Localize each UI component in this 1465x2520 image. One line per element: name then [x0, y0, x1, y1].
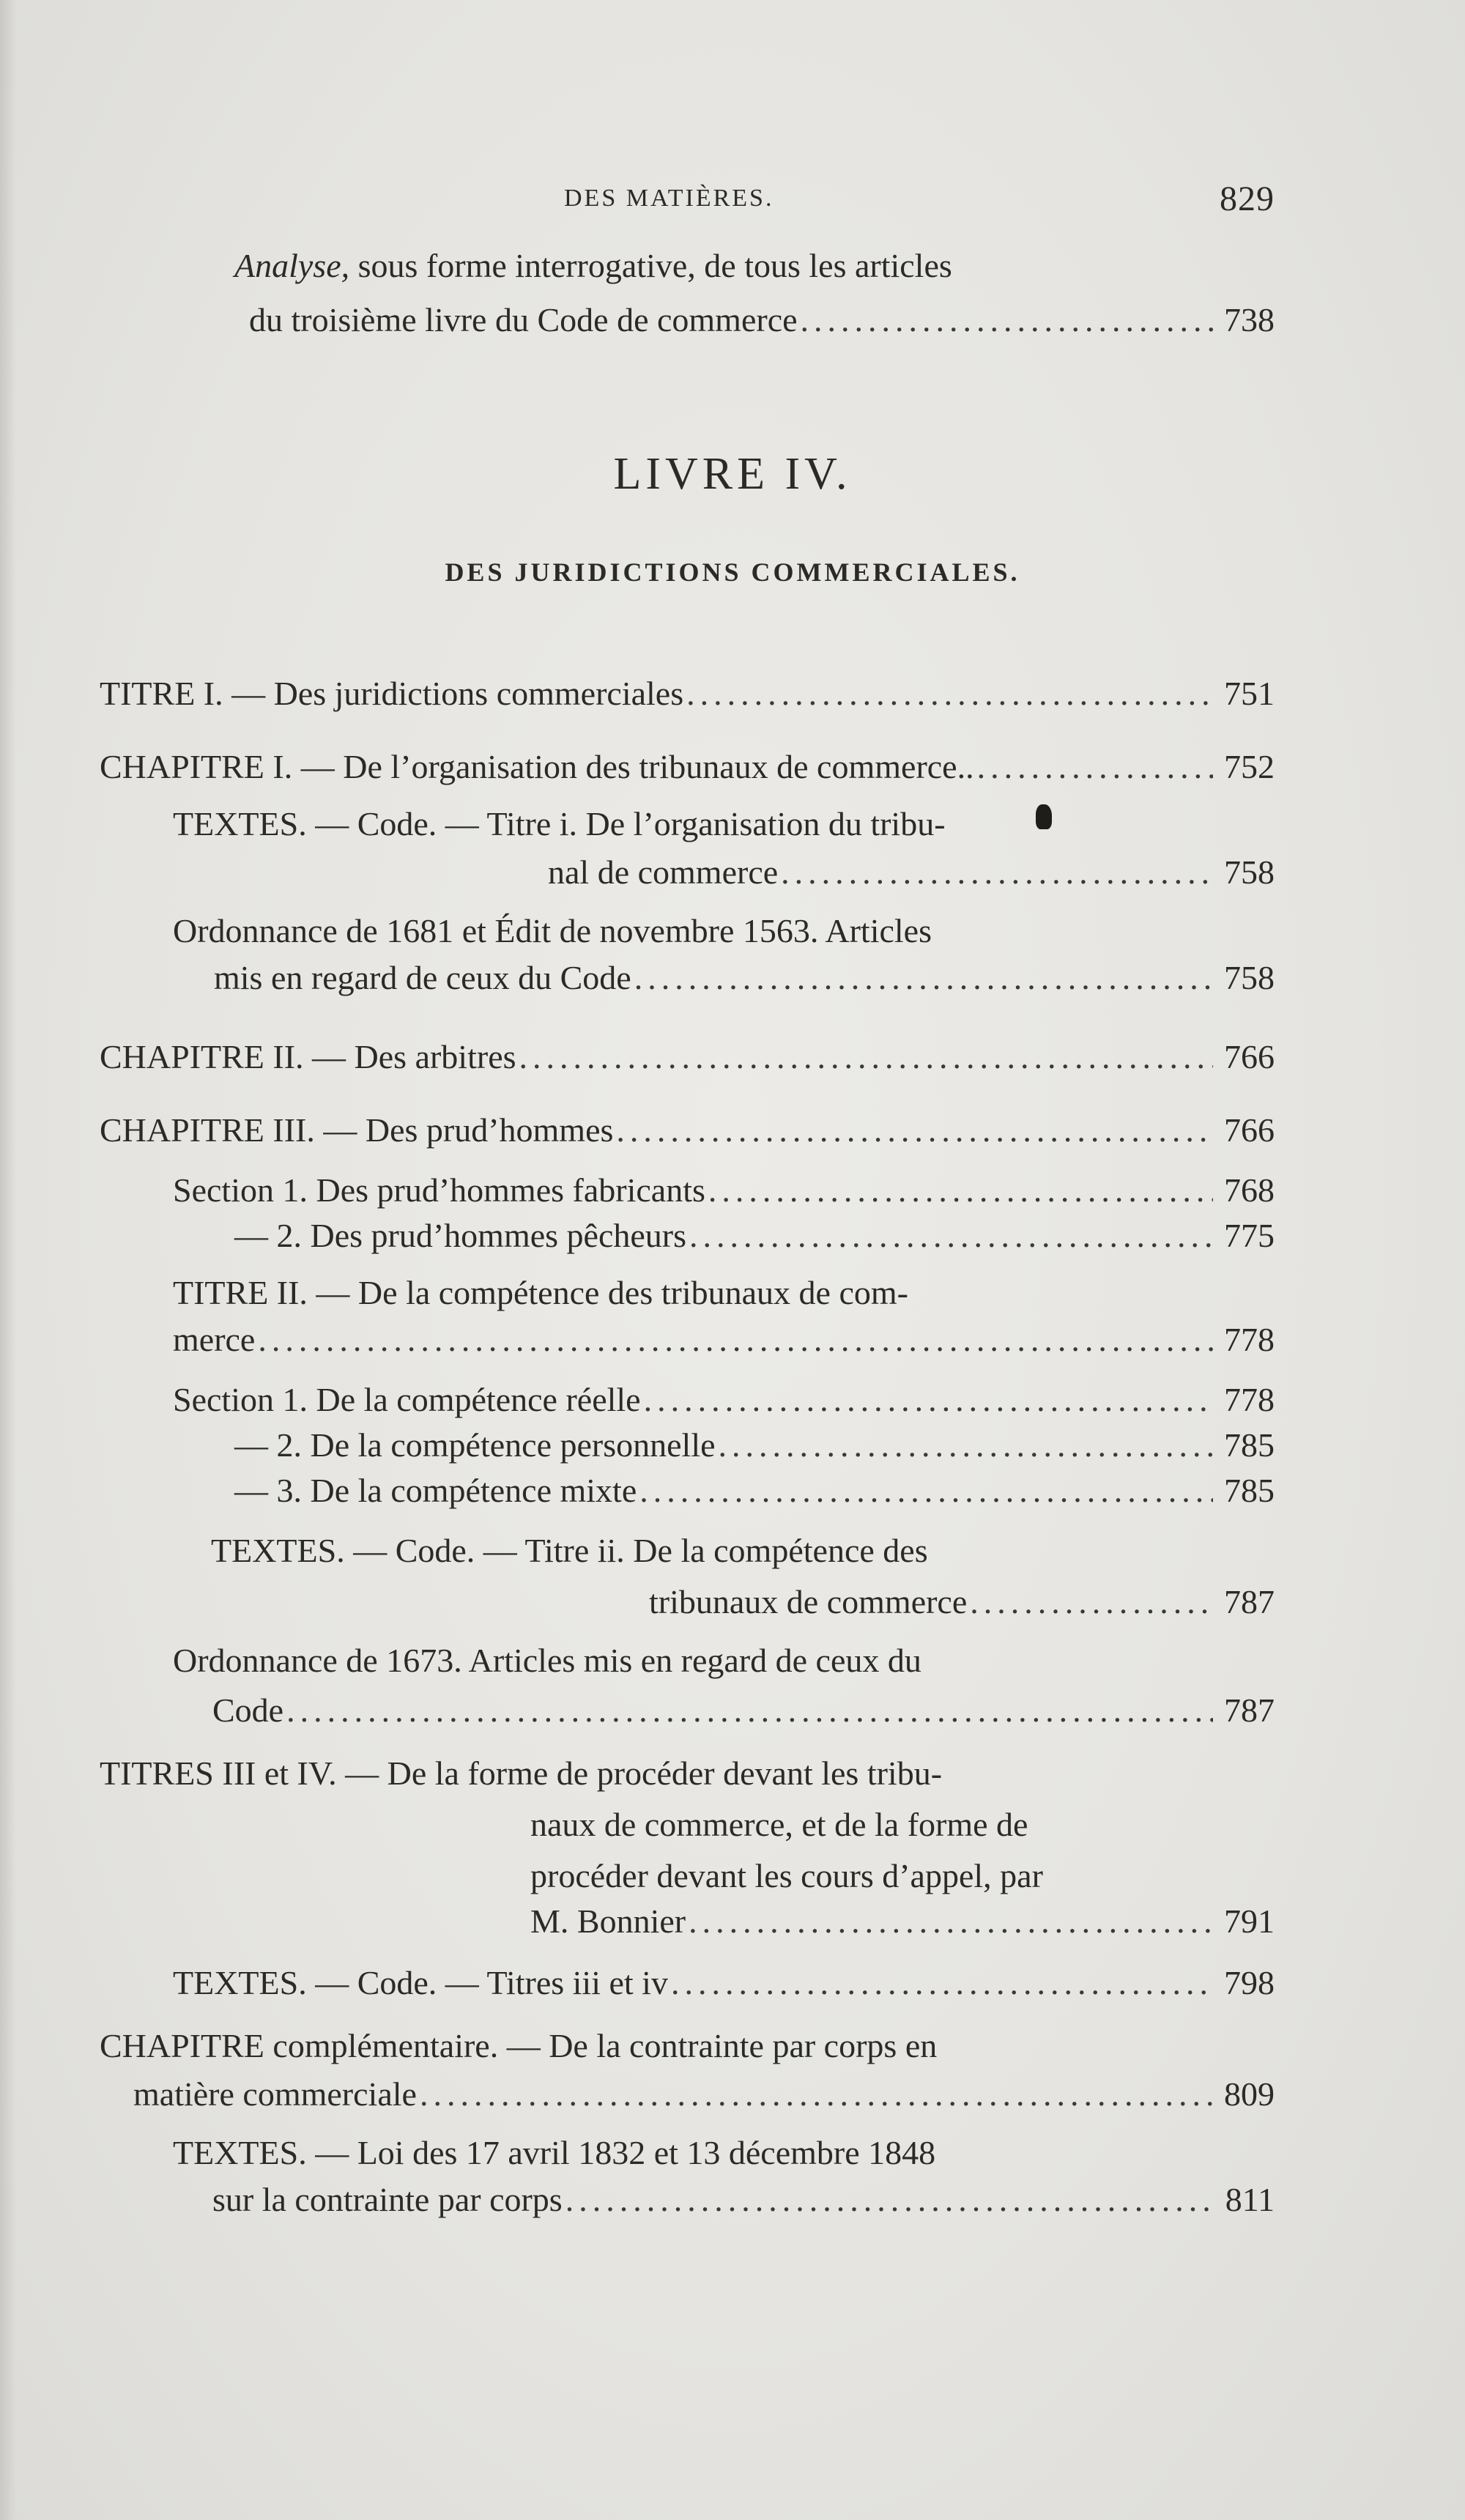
toc-entry-section-1[interactable]	[173, 1171, 1275, 1209]
leader-dots	[686, 677, 1213, 711]
leader-dots	[519, 1040, 1213, 1074]
page-edge-shadow	[0, 0, 16, 2520]
toc-entry-competence-3[interactable]	[234, 1474, 1275, 1508]
titres-3-4-line-1: TITRES III et IV. — De la forme de procéder devant les tribu-	[100, 1754, 943, 1792]
textes-4-line-1: TEXTES. — Loi des 17 avril 1832 et 13 décembre 1848	[173, 2134, 936, 2171]
leader-dots	[258, 1323, 1213, 1357]
entry-page: 811	[1225, 2181, 1275, 2218]
toc-entry-ordonnance-1[interactable]	[214, 961, 1275, 995]
titres-3-4-line-3: procéder devant les cours d’appel, par	[530, 1857, 1043, 1894]
leader-dots	[644, 1383, 1213, 1417]
leader-dots	[639, 1474, 1213, 1508]
intro-line-1	[234, 249, 952, 283]
entry-text: Section 1. De la compétence réelle	[173, 1381, 641, 1418]
textes-1-line-1: TEXTES. — Code. — Titre i. De l’organisation du tribu-	[173, 805, 946, 842]
book-title: LIVRE IV.	[613, 449, 852, 499]
entry-page: 798	[1224, 1964, 1275, 2001]
ordonnance-1-line-1: Ordonnance de 1681 et Édit de novembre 1563. Articles	[173, 912, 932, 949]
entry-text: tribunaux de commerce	[649, 1583, 968, 1620]
entry-text: — 3. De la compétence mixte	[234, 1472, 637, 1509]
entry-text: Section 1. Des prud’hommes fabricants	[173, 1171, 705, 1209]
entry-text: CHAPITRE I. — De l’organisation des tribunaux de commerce..	[100, 748, 974, 785]
leader-dots	[634, 961, 1213, 995]
toc-entry-section-2[interactable]	[234, 1219, 1275, 1253]
leader-dots	[801, 303, 1213, 337]
entry-text: — 2. Des prud’hommes pêcheurs	[234, 1217, 687, 1254]
entry-text: CHAPITRE II. — Des arbitres	[100, 1038, 516, 1075]
entry-text: mis en regard de ceux du Code	[214, 959, 631, 996]
leader-dots	[616, 1113, 1213, 1147]
toc-entry-chapitre-complementaire[interactable]	[133, 2075, 1275, 2113]
toc-entry-titre-1[interactable]	[100, 677, 1275, 711]
leader-dots	[420, 2078, 1213, 2111]
entry-text: matière commerciale	[133, 2075, 417, 2113]
entry-page: 751	[1224, 675, 1275, 712]
toc-entry-intro[interactable]	[249, 303, 1275, 337]
chapitre-complementaire-line-1: CHAPITRE complémentaire. — De la contrainte par corps en	[100, 2027, 938, 2064]
toc-entry-titres-3-4[interactable]	[530, 1902, 1275, 1940]
leader-dots	[970, 1585, 1213, 1619]
toc-entry-competence-2[interactable]	[234, 1428, 1275, 1462]
leader-dots	[689, 1219, 1213, 1253]
titres-3-4-line-2: naux de commerce, et de la forme de	[530, 1806, 1028, 1843]
ordonnance-2-line-1: Ordonnance de 1673. Articles mis en regard de ceux du	[173, 1642, 921, 1679]
leader-dots	[781, 856, 1213, 889]
toc-entry-titre-2[interactable]	[173, 1323, 1275, 1357]
entry-text: M. Bonnier	[530, 1902, 686, 1940]
toc-entry-competence-1[interactable]	[173, 1383, 1275, 1417]
entry-text: TEXTES. — Code. — Titres iii et iv	[173, 1964, 668, 2001]
entry-page: 766	[1224, 1111, 1275, 1149]
entry-page: 785	[1224, 1472, 1275, 1509]
entry-text: nal de commerce	[548, 853, 779, 891]
toc-entry-chapitre-1[interactable]	[100, 750, 1275, 784]
toc-entry-textes-4[interactable]	[212, 2183, 1275, 2217]
leader-dots	[689, 1905, 1213, 1938]
toc-entry-chapitre-3[interactable]	[100, 1113, 1275, 1147]
toc-entry-textes-3[interactable]	[173, 1966, 1275, 2000]
entry-page: 768	[1224, 1171, 1275, 1209]
entry-text: TITRE I. — Des juridictions commerciales	[100, 675, 684, 712]
entry-text: sur la contrainte par corps	[212, 2181, 563, 2218]
entry-page: 752	[1224, 748, 1275, 785]
book-subtitle: DES JURIDICTIONS COMMERCIALES.	[445, 557, 1020, 587]
entry-page: 775	[1224, 1217, 1275, 1254]
entry-page: 787	[1224, 1691, 1275, 1729]
toc-entry-textes-2[interactable]	[649, 1585, 1275, 1619]
page-number: 829	[1220, 179, 1275, 218]
entry-text: CHAPITRE III. — Des prud’hommes	[100, 1111, 614, 1149]
toc-entry-textes-1[interactable]	[548, 853, 1275, 891]
running-title: DES MATIÈRES.	[564, 185, 774, 212]
titre-2-line-1: TITRE II. — De la compétence des tribunaux de com-	[173, 1274, 908, 1311]
entry-page: 738	[1224, 301, 1275, 338]
entry-text: — 2. De la compétence personnelle	[234, 1426, 716, 1464]
entry-text: merce	[173, 1321, 256, 1358]
textes-2-line-1: TEXTES. — Code. — Titre ii. De la compétence des	[211, 1532, 928, 1569]
leader-dots	[286, 1694, 1213, 1727]
toc-entry-ordonnance-2[interactable]	[212, 1691, 1275, 1729]
intro-italic: Analyse,	[234, 247, 350, 284]
entry-page: 791	[1224, 1902, 1275, 1940]
entry-text: du troisième livre du Code de commerce	[249, 301, 798, 338]
ink-stain	[1036, 804, 1052, 829]
entry-page: 778	[1224, 1381, 1275, 1418]
entry-page: 785	[1224, 1426, 1275, 1464]
entry-page: 758	[1224, 853, 1275, 891]
entry-page: 766	[1224, 1038, 1275, 1075]
entry-page: 758	[1224, 959, 1275, 996]
entry-page: 787	[1224, 1583, 1275, 1620]
entry-page: 809	[1224, 2075, 1275, 2113]
leader-dots	[671, 1966, 1213, 2000]
leader-dots	[977, 750, 1213, 784]
leader-dots	[719, 1428, 1213, 1462]
intro-rest: sous forme interrogative, de tous les articles	[349, 247, 952, 284]
entry-text: Code	[212, 1691, 284, 1729]
toc-entry-chapitre-2[interactable]	[100, 1040, 1275, 1074]
entry-page: 778	[1224, 1321, 1275, 1358]
leader-dots	[708, 1174, 1213, 1207]
leader-dots	[565, 2183, 1213, 2217]
